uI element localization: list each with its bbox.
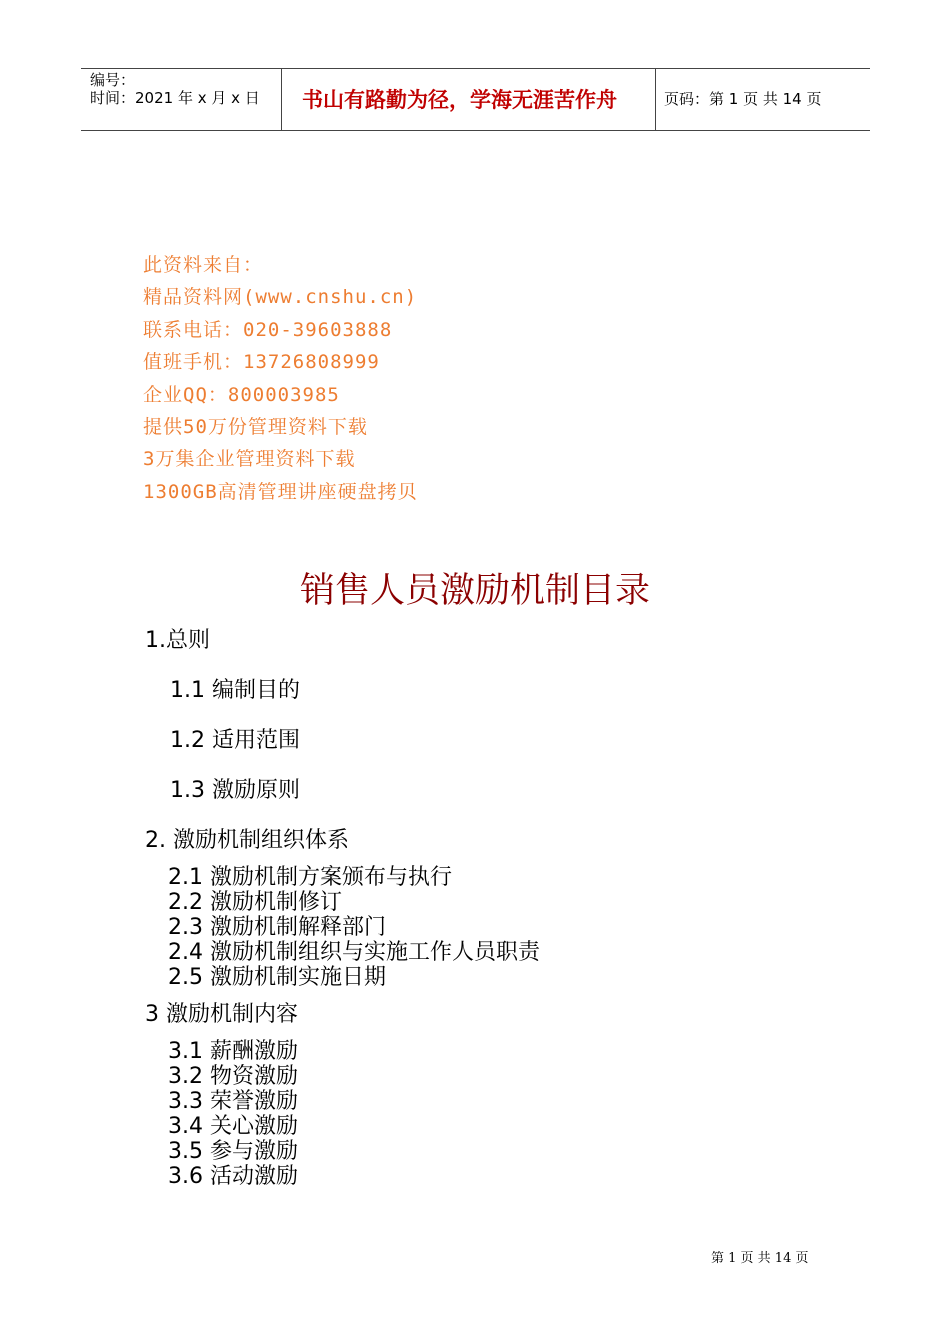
page-footer: 第 1 页 共 14 页 <box>711 1251 809 1266</box>
toc-section: 2. 激励机制组织体系 <box>145 828 349 853</box>
contact-phone-line: 联系电话：020-39603888 <box>143 318 393 341</box>
toc-subsection: 3.3 荣誉激励 <box>168 1089 298 1114</box>
header-meta-cell <box>81 69 281 130</box>
duty-mobile-line: 值班手机：13726808999 <box>143 351 380 374</box>
qq-line: 企业QQ：800003985 <box>143 383 340 406</box>
source-info-block <box>143 250 418 509</box>
toc-subsection: 2.4 激励机制组织与实施工作人员职责 <box>168 940 540 965</box>
header-page-info: 页码：第 1 页 共 14 页 <box>664 90 822 108</box>
header-page-cell <box>655 69 870 130</box>
toc-subsection: 3.6 活动激励 <box>168 1164 298 1189</box>
offer-line-3: 1300GB高清管理讲座硬盘拷贝 <box>143 480 418 503</box>
offer-line-2: 3万集企业管理资料下载 <box>143 448 356 471</box>
offer-line-1: 提供50万份管理资料下载 <box>143 415 368 438</box>
toc-subsection: 3.2 物资激励 <box>168 1064 298 1089</box>
source-site-line: 精品资料网(www.cnshu.cn) <box>143 286 418 309</box>
toc-subsection: 2.1 激励机制方案颁布与执行 <box>168 865 452 890</box>
toc-subsection: 3.4 关心激励 <box>168 1114 298 1139</box>
toc-subsection: 1.1 编制目的 <box>170 678 300 703</box>
toc-section: 1.总则 <box>145 628 210 653</box>
serial-label: 编号： <box>90 71 136 89</box>
source-line: 此资料来自： <box>143 254 264 276</box>
toc-subsection: 2.3 激励机制解释部门 <box>168 915 386 940</box>
header-motto: 书山有路勤为径，学海无涯苦作舟 <box>302 87 617 112</box>
toc-subsection: 3.5 参与激励 <box>168 1139 298 1164</box>
toc-subsection: 1.3 激励原则 <box>170 778 300 803</box>
toc-section: 3 激励机制内容 <box>145 1002 298 1027</box>
toc-subsection: 3.1 薪酬激励 <box>168 1039 298 1064</box>
toc-subsection: 1.2 适用范围 <box>170 728 300 753</box>
header-motto-cell <box>281 69 656 130</box>
document-title: 销售人员激励机制目录 <box>299 571 650 611</box>
toc-subsection: 2.5 激励机制实施日期 <box>168 965 386 990</box>
page-header <box>81 68 870 131</box>
time-label: 时间：2021 年 x 月 x 日 <box>90 89 260 107</box>
toc-subsection: 2.2 激励机制修订 <box>168 890 342 915</box>
